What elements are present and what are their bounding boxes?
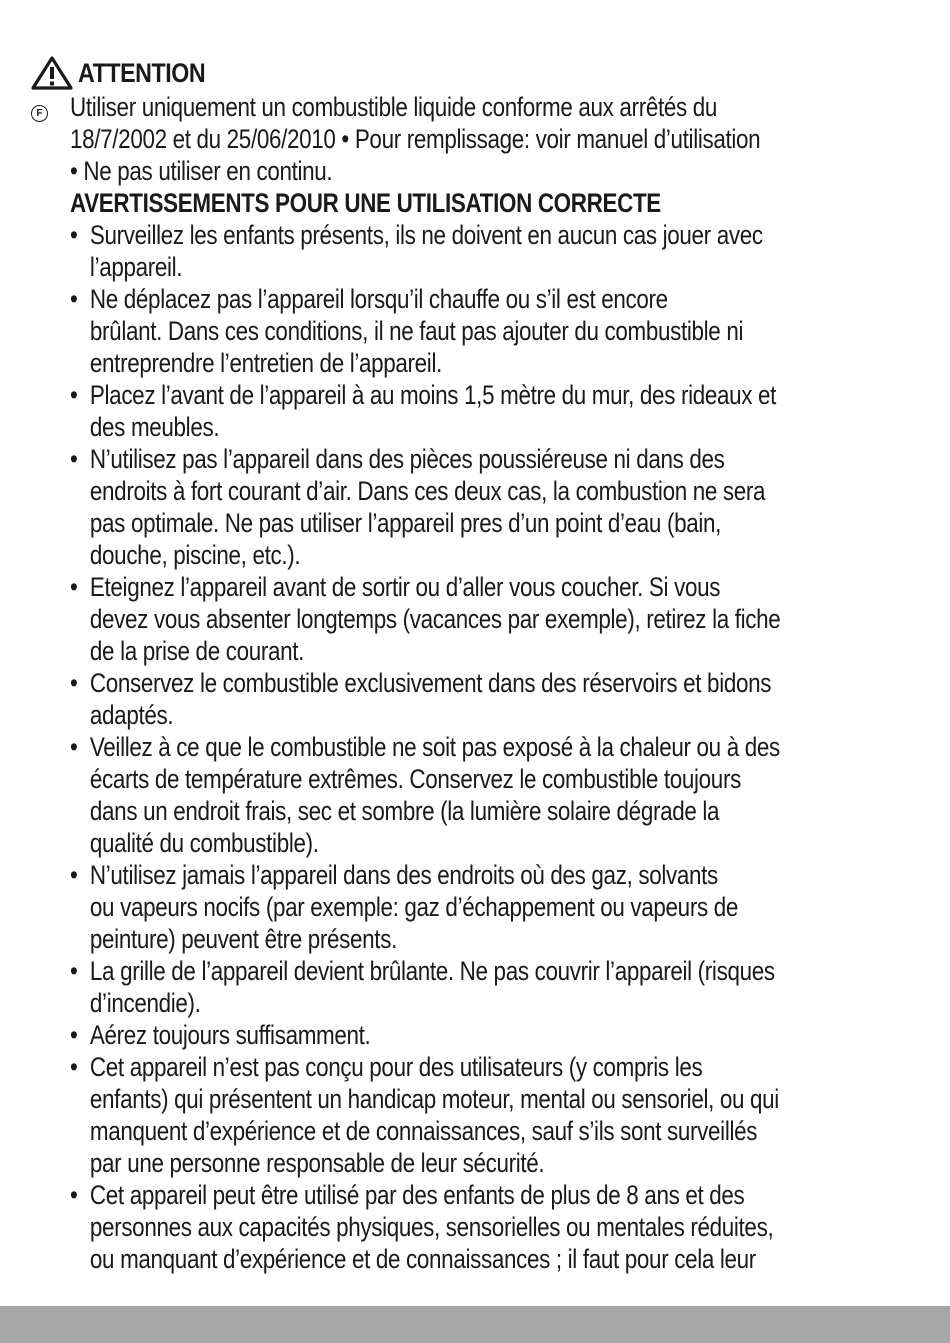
warnings-content — [70, 91, 900, 1275]
list-item — [70, 443, 900, 571]
list-item-line: de la prise de courant. — [89, 636, 305, 666]
list-item-line: ou vapeurs nocifs (par exemple: gaz d’échappement ou vapeurs de — [89, 892, 738, 922]
list-item-line: écarts de température extrêmes. Conservez le combustible toujours — [89, 764, 741, 794]
warnings-list — [70, 219, 900, 1275]
list-item — [70, 571, 900, 667]
list-item-line: adaptés. — [89, 700, 174, 730]
list-item — [70, 379, 900, 443]
list-item-line: pas optimale. Ne pas utiliser l’appareil pres d’un point d’eau (bain, — [89, 508, 722, 538]
list-item-line: manquent d’expérience et de connaissances, sauf s’ils sont surveillés — [89, 1116, 758, 1146]
list-item-line: enfants) qui présentent un handicap moteur, mental ou sensoriel, ou qui — [89, 1084, 779, 1114]
attention-title: ATTENTION — [78, 58, 206, 88]
list-item — [70, 667, 900, 731]
list-item-line: • Cet appareil peut être utilisé par des enfants de plus de 8 ans et des — [89, 1180, 745, 1210]
intro-line: • Ne pas utiliser en continu. — [70, 156, 333, 186]
list-item-line: dans un endroit frais, sec et sombre (la lumière solaire dégrade la — [89, 796, 720, 826]
list-item-line: • Eteignez l’appareil avant de sortir ou d’aller vous coucher. Si vous — [89, 572, 721, 602]
list-item-line: • Surveillez les enfants présents, ils ne doivent en aucun cas jouer avec — [89, 220, 763, 250]
list-item-line: douche, piscine, etc.). — [89, 540, 301, 570]
section-title: AVERTISSEMENTS POUR UNE UTILISATION CORRECTE — [70, 188, 661, 218]
list-item-line: peinture) peuvent être présents. — [89, 924, 397, 954]
list-item-line: • N’utilisez pas l’appareil dans des pièces poussiéreuse ni dans des — [89, 444, 725, 474]
footer-bar — [0, 1306, 950, 1343]
list-item-line: • Ne déplacez pas l’appareil lorsqu’il chauffe ou s’il est encore — [89, 284, 668, 314]
list-item-line: ou manquant d’expérience et de connaissances ; il faut pour cela leur — [89, 1244, 756, 1274]
list-item — [70, 859, 900, 955]
list-item — [70, 731, 900, 859]
list-item-line: entreprendre l’entretien de l’appareil. — [89, 348, 442, 378]
list-item-line: qualité du combustible). — [89, 828, 319, 858]
warning-triangle-icon — [30, 55, 74, 91]
list-item — [70, 1019, 900, 1051]
list-item-line: personnes aux capacités physiques, sensorielles ou mentales réduites, — [89, 1212, 774, 1242]
list-item-line: endroits à fort courant d’air. Dans ces deux cas, la combustion ne sera — [89, 476, 766, 506]
list-item-line: par une personne responsable de leur sécurité. — [89, 1148, 545, 1178]
list-item-line: l’appareil. — [89, 252, 183, 282]
list-item-line: • Cet appareil n’est pas conçu pour des utilisateurs (y compris les — [89, 1052, 703, 1082]
intro-line: Utiliser uniquement un combustible liquide conforme aux arrêtés du — [70, 92, 718, 122]
list-item-line: • Placez l’avant de l’appareil à au moins 1,5 mètre du mur, des rideaux et — [89, 380, 777, 410]
list-item-line: brûlant. Dans ces conditions, il ne faut pas ajouter du combustible ni — [89, 316, 744, 346]
intro-line: 18/7/2002 et du 25/06/2010 • Pour remplissage: voir manuel d’utilisation — [70, 124, 761, 154]
language-badge: F — [31, 105, 48, 122]
list-item — [70, 219, 900, 283]
list-item-line: • Veillez à ce que le combustible ne soit pas exposé à la chaleur ou à des — [89, 732, 780, 762]
list-item — [70, 283, 900, 379]
list-item-line: d’incendie). — [89, 988, 201, 1018]
list-item-line: • Aérez toujours suffisamment. — [89, 1020, 371, 1050]
list-item-line: des meubles. — [89, 412, 220, 442]
list-item — [70, 1179, 900, 1275]
list-item-line: devez vous absenter longtemps (vacances par exemple), retirez la fiche — [89, 604, 781, 634]
list-item — [70, 955, 900, 1019]
attention-header — [30, 55, 226, 91]
intro-text — [70, 91, 900, 187]
list-item-line: • N’utilisez jamais l’appareil dans des endroits où des gaz, solvants — [89, 860, 718, 890]
list-item-line: • Conservez le combustible exclusivement dans des réservoirs et bidons — [89, 668, 772, 698]
list-item — [70, 1051, 900, 1179]
list-item-line: • La grille de l’appareil devient brûlante. Ne pas couvrir l’appareil (risques — [89, 956, 775, 986]
